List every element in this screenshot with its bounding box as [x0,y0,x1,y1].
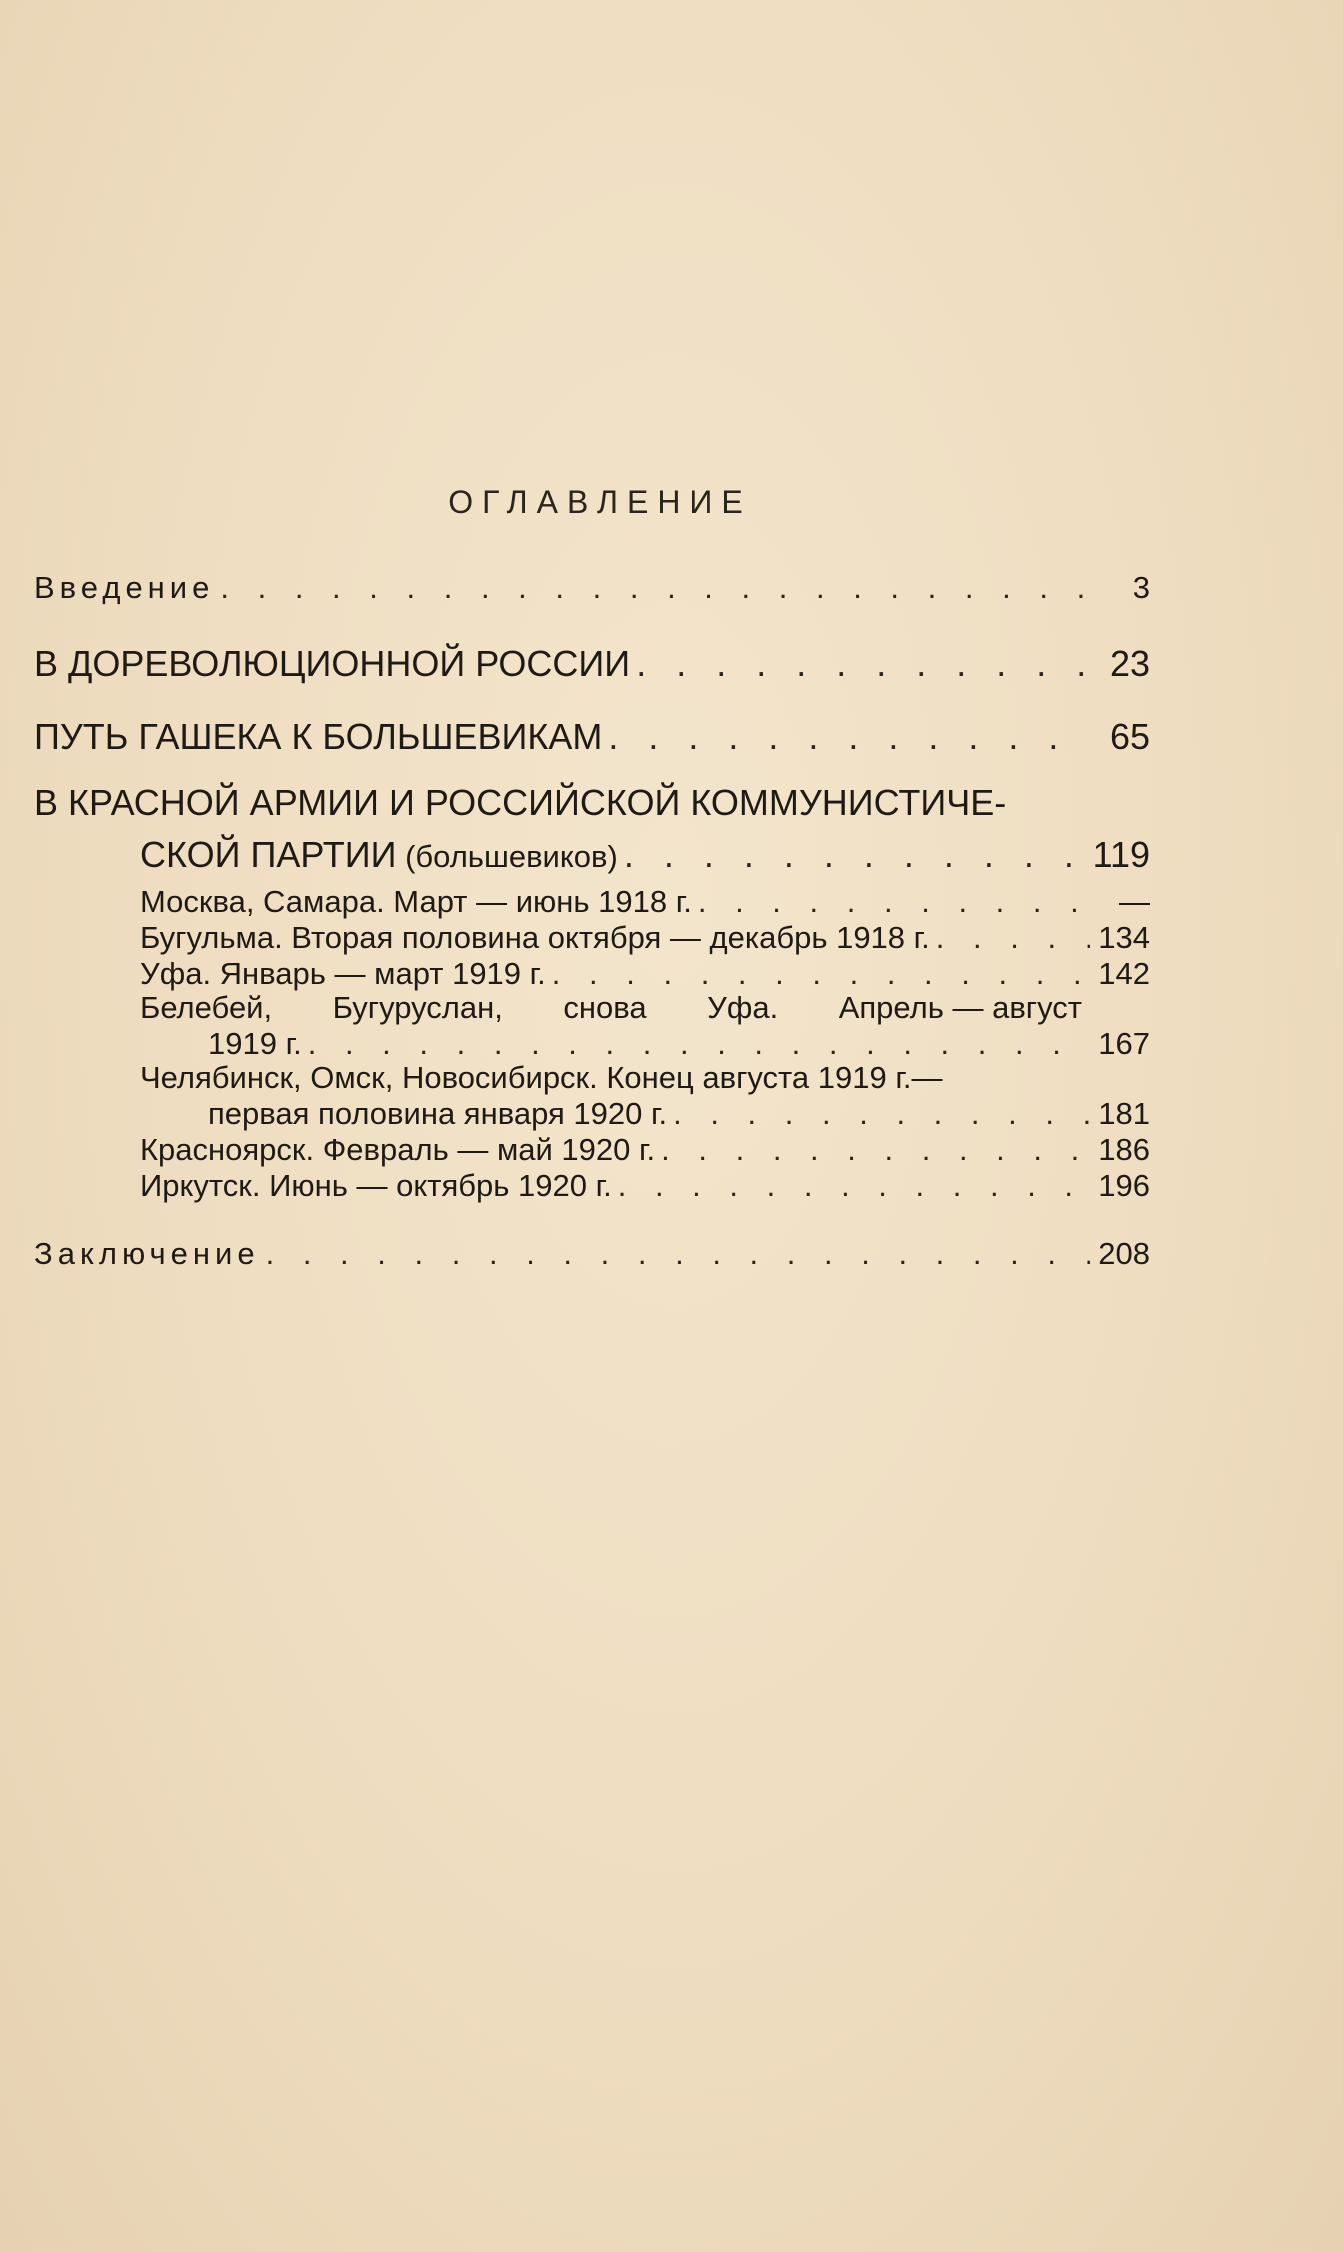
word: Апрель — август [838,990,1082,1025]
entry-page: 119 [1092,834,1150,875]
dot-leader [618,834,1090,876]
toc-section-6[interactable] [140,1132,1150,1168]
dot-leader [546,956,1090,992]
entry-page: 65 [1109,716,1150,757]
toc-title: ОГЛАВЛЕНИЕ [448,484,752,520]
dot-leader [612,1168,1090,1204]
entry-label: Введение [34,570,215,605]
toc-entry-part-3[interactable] [140,834,1150,876]
word: снова [563,990,647,1025]
dot-leader [302,1026,1090,1062]
dot-leader [602,716,1090,758]
entry-page: 167 [1098,1026,1150,1061]
entry-page: 3 [1132,570,1150,605]
entry-label: Москва, Самара. Март — июнь 1918 г. [140,884,692,919]
toc-section-4-line-1[interactable] [140,990,1082,1026]
entry-label: Заключение [34,1236,260,1271]
entry-label: ПУТЬ ГАШЕКА К БОЛЬШЕВИКАМ [34,716,603,757]
entry-page: 196 [1098,1168,1150,1203]
entry-label: Уфа. Январь — март 1919 г. [140,956,546,991]
toc-section-5[interactable] [208,1096,1150,1132]
entry-label: В ДОРЕВОЛЮЦИОННОЙ РОССИИ [34,643,631,684]
toc-section-2[interactable] [140,920,1150,956]
dot-leader [214,570,1090,606]
dot-leader [655,1132,1090,1168]
entry-label: первая половина января 1920 г. [208,1096,668,1131]
toc-section-3[interactable] [140,956,1150,992]
entry-page: 134 [1098,920,1150,955]
toc-entry-intro[interactable] [34,570,1150,606]
entry-page: 186 [1098,1132,1150,1167]
word: Белебей, [140,990,273,1025]
toc-section-5-line-1[interactable]: Челябинск, Омск, Новосибирск. Конец августа 1919 г.— [140,1060,943,1095]
toc-section-1[interactable] [140,884,1150,920]
entry-page: 142 [1098,956,1150,991]
toc-entry-part-3-line-1[interactable]: В КРАСНОЙ АРМИИ И РОССИЙСКОЙ КОММУНИСТИЧЕ- [34,782,1007,823]
word: Бугуруслан, [332,990,503,1025]
entry-page: 208 [1098,1236,1150,1271]
dot-leader [930,920,1090,956]
toc-entry-conclusion[interactable] [34,1236,1150,1272]
toc-section-7[interactable] [140,1168,1150,1204]
dot-leader [630,643,1090,685]
entry-page: — [1119,884,1150,919]
dot-leader [667,1096,1090,1132]
toc-section-4[interactable] [208,1026,1150,1062]
entry-label: 1919 г. [208,1026,302,1061]
entry-label: Бугульма. Вторая половина октября — декабрь 1918 г. [140,920,930,955]
word: Уфа. [707,990,779,1025]
entry-label: СКОЙ ПАРТИИ (большевиков) [140,834,618,875]
entry-label: Иркутск. Июнь — октябрь 1920 г. [140,1168,612,1203]
entry-label: Красноярск. Февраль — май 1920 г. [140,1132,656,1167]
entry-page: 181 [1098,1096,1150,1131]
dot-leader [260,1236,1090,1272]
toc-entry-part-2[interactable] [34,716,1150,758]
toc-entry-part-1[interactable] [34,643,1150,685]
entry-page: 23 [1109,643,1150,684]
dot-leader [692,884,1090,920]
